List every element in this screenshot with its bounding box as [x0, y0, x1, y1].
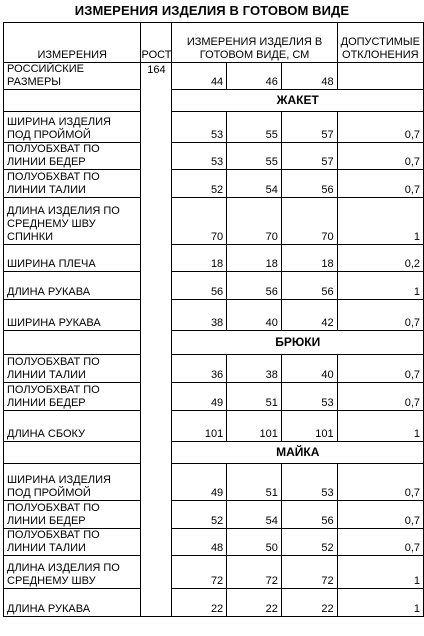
section-blank-cell	[4, 442, 141, 464]
value-size-48: 56	[281, 501, 337, 529]
value-size-48: 57	[281, 143, 337, 170]
value-size-48: 18	[281, 245, 337, 272]
measurement-name: ПОЛУОБХВАТ ПО ЛИНИИ ТАЛИИ	[4, 355, 141, 383]
value-size-44: 56	[172, 272, 227, 300]
value-size-46: 55	[227, 143, 282, 170]
page-title: ИЗМЕРЕНИЯ ИЗДЕЛИЯ В ГОТОВОМ ВИДЕ	[74, 3, 350, 18]
tolerance-value: 1	[337, 589, 423, 617]
table-row	[4, 529, 424, 556]
tolerance-value: 0,7	[337, 464, 423, 501]
finished-header: ИЗМЕРЕНИЯ ИЗДЕЛИЯ В ГОТОВОМ ВИДЕ, СМ	[172, 23, 337, 63]
value-size-48: 53	[281, 383, 337, 411]
value-size-46: 54	[227, 501, 282, 529]
table-row	[4, 170, 424, 198]
tolerance-value: 0,7	[337, 300, 423, 331]
tolerance-value: 0,7	[337, 529, 423, 556]
value-size-46: 51	[227, 383, 282, 411]
measurement-name: ПОЛУОБХВАТ ПО ЛИНИИ БЕДЕР	[4, 143, 141, 170]
section-row	[4, 331, 424, 355]
tolerance-value: 1	[337, 272, 423, 300]
measurement-name: ШИРИНА ИЗДЕЛИЯ ПОД ПРОЙМОЙ	[4, 112, 141, 143]
value-size-48: 40	[281, 355, 337, 383]
section-title: ЖАКЕТ	[172, 90, 424, 112]
tolerance-value: 0,7	[337, 355, 423, 383]
value-size-48: 70	[281, 198, 337, 245]
value-size-44: 52	[172, 170, 227, 198]
value-size-48: 22	[281, 589, 337, 617]
value-size-46: 51	[227, 464, 282, 501]
value-size-46: 56	[227, 272, 282, 300]
header-row	[4, 23, 424, 63]
table-row	[4, 245, 424, 272]
section-row	[4, 90, 424, 112]
table-row	[4, 112, 424, 143]
measurement-name: ДЛИНА РУКАВА	[4, 589, 141, 617]
value-size-44: 70	[172, 198, 227, 245]
value-size-46: 54	[227, 170, 282, 198]
value-size-46: 18	[227, 245, 282, 272]
size-48: 48	[281, 63, 337, 90]
tolerance-value: 0,7	[337, 112, 423, 143]
value-size-48: 101	[281, 411, 337, 442]
size-44: 44	[172, 63, 227, 90]
tolerance-value: 0,7	[337, 383, 423, 411]
table-row	[4, 383, 424, 411]
value-size-48: 56	[281, 272, 337, 300]
value-size-46: 38	[227, 355, 282, 383]
measure-header: ИЗМЕРЕНИЯ	[4, 23, 141, 63]
value-size-44: 49	[172, 464, 227, 501]
measurement-name: ДЛИНА РУКАВА	[4, 272, 141, 300]
value-size-46: 70	[227, 198, 282, 245]
value-size-48: 56	[281, 170, 337, 198]
tolerance-value: 1	[337, 411, 423, 442]
measurement-name: ШИРИНА ИЗДЕЛИЯ ПОД ПРОЙМОЙ	[4, 464, 141, 501]
section-blank-cell	[4, 331, 141, 355]
value-size-44: 53	[172, 143, 227, 170]
table-row	[4, 355, 424, 383]
value-size-46: 55	[227, 112, 282, 143]
measurement-name: ШИРИНА ПЛЕЧА	[4, 245, 141, 272]
section-title: МАЙКА	[172, 442, 424, 464]
tolerance-value: 1	[337, 198, 423, 245]
value-size-44: 36	[172, 355, 227, 383]
sizes-row	[4, 63, 424, 90]
height-value: 164	[141, 63, 172, 617]
value-size-46: 50	[227, 529, 282, 556]
tolerance-value: 1	[337, 556, 423, 589]
tolerance-value: 0,7	[337, 143, 423, 170]
table-row	[4, 464, 424, 501]
value-size-44: 72	[172, 556, 227, 589]
table-row	[4, 300, 424, 331]
value-size-44: 52	[172, 501, 227, 529]
value-size-44: 48	[172, 529, 227, 556]
sizes-label: РОССИЙСКИЕ РАЗМЕРЫ	[4, 63, 141, 90]
value-size-48: 42	[281, 300, 337, 331]
measurement-name: ДЛИНА ИЗДЕЛИЯ ПО СРЕДНЕМУ ШВУ	[4, 556, 141, 589]
value-size-48: 53	[281, 464, 337, 501]
value-size-44: 53	[172, 112, 227, 143]
table-row	[4, 198, 424, 245]
height-header: РОСТ	[141, 23, 172, 63]
size-46: 46	[227, 63, 282, 90]
measurement-table	[3, 22, 424, 617]
table-row	[4, 556, 424, 589]
measurement-name: ПОЛУОБХВАТ ПО ЛИНИИ ТАЛИИ	[4, 529, 141, 556]
measurement-name: ПОЛУОБХВАТ ПО ЛИНИИ ТАЛИИ	[4, 170, 141, 198]
value-size-46: 101	[227, 411, 282, 442]
value-size-46: 40	[227, 300, 282, 331]
section-blank-cell	[4, 90, 141, 112]
table-row	[4, 589, 424, 617]
measurement-name: ДЛИНА СБОКУ	[4, 411, 141, 442]
table-row	[4, 411, 424, 442]
value-size-48: 57	[281, 112, 337, 143]
measurement-name: ПОЛУОБХВАТ ПО ЛИНИИ БЕДЕР	[4, 501, 141, 529]
value-size-46: 72	[227, 556, 282, 589]
measurement-name: ДЛИНА ИЗДЕЛИЯ ПО СРЕДНЕМУ ШВУ СПИНКИ	[4, 198, 141, 245]
section-row	[4, 442, 424, 464]
table-row	[4, 501, 424, 529]
tolerance-value: 0,7	[337, 501, 423, 529]
value-size-46: 22	[227, 589, 282, 617]
value-size-44: 101	[172, 411, 227, 442]
value-size-44: 49	[172, 383, 227, 411]
section-title: БРЮКИ	[172, 331, 424, 355]
table-row	[4, 143, 424, 170]
value-size-44: 22	[172, 589, 227, 617]
table-row	[4, 272, 424, 300]
tolerance-value: 0,7	[337, 170, 423, 198]
value-size-44: 38	[172, 300, 227, 331]
value-size-48: 72	[281, 556, 337, 589]
measurement-name: ПОЛУОБХВАТ ПО ЛИНИИ БЕДЕР	[4, 383, 141, 411]
sizes-empty-cell	[337, 63, 423, 90]
value-size-48: 52	[281, 529, 337, 556]
tolerance-value: 0,2	[337, 245, 423, 272]
measurement-name: ШИРИНА РУКАВА	[4, 300, 141, 331]
tolerance-header: ДОПУСТИМЫЕ ОТКЛОНЕНИЯ	[337, 23, 423, 63]
value-size-44: 18	[172, 245, 227, 272]
